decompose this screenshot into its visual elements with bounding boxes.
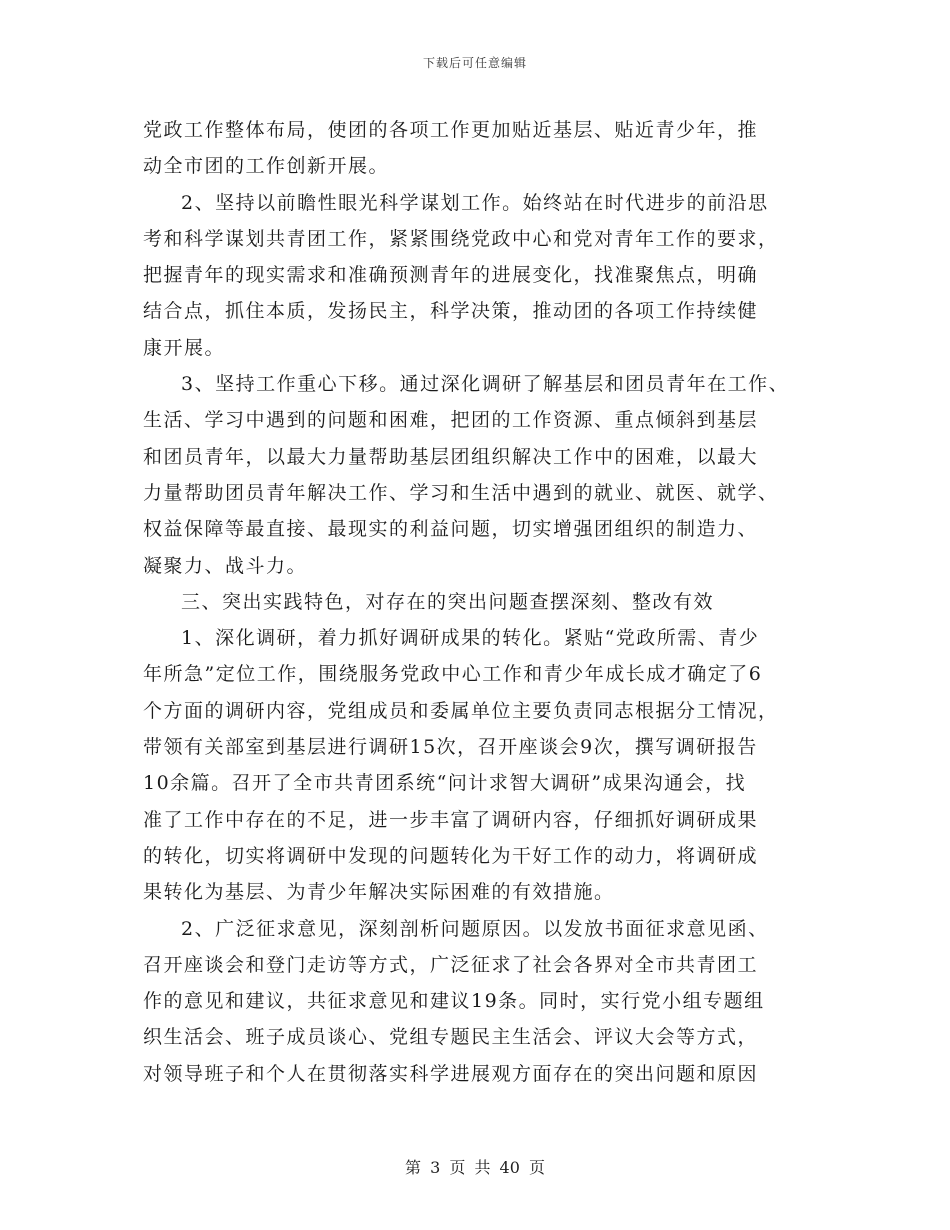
text-line: 党政工作整体布局，使团的各项工作更加贴近基层、贴近青少年，推 xyxy=(143,119,759,141)
text-line: 动全市团的工作创新开展。 xyxy=(143,155,390,178)
text-line: 10余篇。召开了全市共青团系统“问计求智大调研”成果沟通会，找 xyxy=(143,772,747,795)
document-body xyxy=(143,112,813,1092)
text-line: 结合点，抓住本质，发扬民主，科学决策，推动团的各项工作持续健 xyxy=(143,300,759,323)
text-line: 考和科学谋划共青团工作，紧紧围绕党政中心和党对青年工作的要求， xyxy=(143,227,779,250)
text-line: 织生活会、班子成员谈心、党组专题民主生活会、评议大会等方式， xyxy=(143,1026,759,1049)
text-line: 带领有关部室到基层进行调研15次，召开座谈会9次，撰写调研报告 xyxy=(143,736,758,759)
text-line: 作的意见和建议，共征求意见和建议19条。同时，实行党小组专题组 xyxy=(143,990,765,1013)
text-line: 召开座谈会和登门走访等方式，广泛征求了社会各界对全市共青团工 xyxy=(143,953,759,976)
text-line: 1、深化调研，着力抓好调研成果的转化。紧贴“党政所需、青少 xyxy=(181,627,760,650)
text-line: 三、突出实践特色，对存在的突出问题查摆深刻、整改有效 xyxy=(181,590,715,613)
text-line: 生活、学习中遇到的问题和困难，把团的工作资源、重点倾斜到基层 xyxy=(143,409,759,432)
text-line: 的转化，切实将调研中发现的问题转化为干好工作的动力，将调研成 xyxy=(143,844,759,867)
text-line: 力量帮助团员青年解决工作、学习和生活中遇到的就业、就医、就学、 xyxy=(143,481,779,504)
text-line: 年所急”定位工作，围绕服务党政中心工作和青少年成长成才确定了6 xyxy=(143,663,763,686)
text-line: 2、广泛征求意见，深刻剖析问题原因。以发放书面征求意见函、 xyxy=(181,917,769,940)
text-line: 康开展。 xyxy=(143,336,226,359)
text-line: 对领导班子和个人在贯彻落实科学进展观方面存在的突出问题和原因 xyxy=(143,1062,759,1085)
text-line: 凝聚力、战斗力。 xyxy=(143,554,308,577)
text-line: 果转化为基层、为青少年解决实际困难的有效措施。 xyxy=(143,881,615,904)
text-line: 和团员青年，以最大力量帮助基层团组织解决工作中的困难，以最大 xyxy=(143,445,759,468)
page-number-footer: 第 3 页 共 40 页 xyxy=(405,1158,545,1177)
text-line: 3、坚持工作重心下移。通过深化调研了解基层和团员青年在工作、 xyxy=(181,373,790,396)
page-header: 下载后可任意编辑 xyxy=(422,56,527,70)
text-line: 个方面的调研内容，党组成员和委属单位主要负责同志根据分工情况， xyxy=(143,699,779,722)
text-line: 准了工作中存在的不足，进一步丰富了调研内容，仔细抓好调研成果 xyxy=(143,808,759,831)
text-line: 权益保障等最直接、最现实的利益问题，切实增强团组织的制造力、 xyxy=(143,518,759,541)
text-line: 2、坚持以前瞻性眼光科学谋划工作。始终站在时代进步的前沿思 xyxy=(181,191,769,214)
text-line: 把握青年的现实需求和准确预测青年的进展变化，找准聚焦点，明确 xyxy=(143,264,759,287)
